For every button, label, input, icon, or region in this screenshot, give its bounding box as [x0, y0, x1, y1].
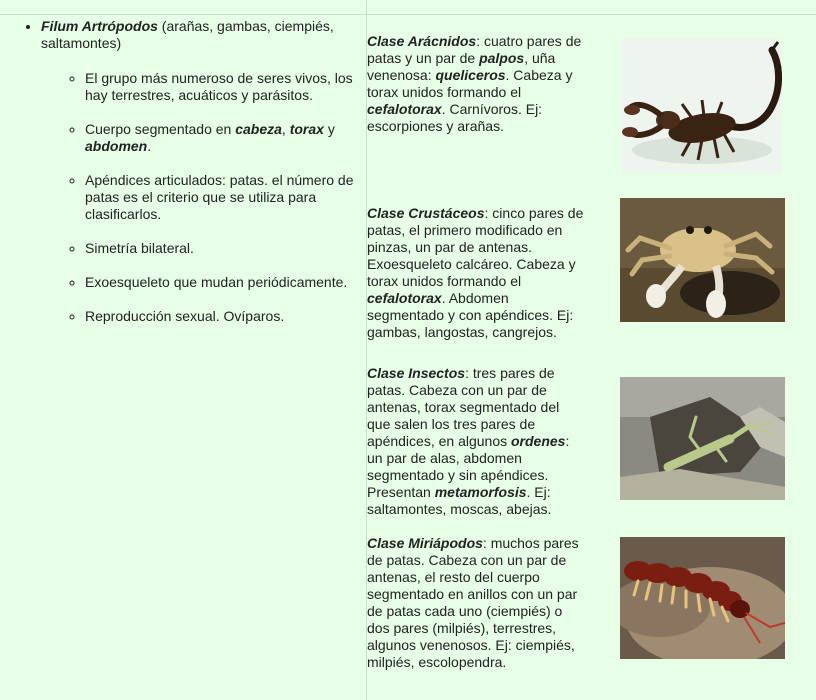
- term-cabeza: cabeza: [235, 121, 282, 137]
- feature-item: [85, 172, 366, 223]
- clase-insectos: [367, 365, 585, 518]
- feature-item: [85, 274, 366, 291]
- term-queliceros: queliceros: [435, 67, 506, 83]
- term-cefalotorax: cefalotorax: [367, 290, 442, 306]
- clase-text: : cinco pares de patas, el primero modificado en pinzas, un par de antenas. Exoesqueleto calcáreo. Cabeza y torax unidos formando el: [367, 205, 584, 289]
- feature-text: y: [323, 121, 335, 137]
- crab-image: [620, 198, 785, 322]
- clase-text: . Cabeza y torax unidos formando el: [367, 67, 573, 100]
- clase-title: Clase Insectos: [367, 365, 466, 381]
- term-cefalotorax: cefalotorax: [367, 101, 442, 117]
- feature-text: Reproducción sexual. Ovíparos.: [85, 308, 285, 324]
- filum-column: [0, 18, 366, 325]
- feature-text: Exoesqueleto que mudan periódicamente.: [85, 274, 348, 290]
- clase-text: : un par de alas, abdomen segmentado y sin apéndices. Presentan: [367, 433, 570, 500]
- filum-name: Filum Artrópodos: [41, 18, 158, 34]
- feature-item: [85, 70, 366, 104]
- feature-text: Apéndices articulados: patas. el número de patas es el criterio que se utiliza para clasificarlos.: [85, 172, 354, 222]
- clase-text: : muchos pares de patas. Cabeza con un par de antenas, el resto del cuerpo segmentado en anillos con un par de patas cada uno (ciempiés) o dos pares (milpiés), terrestres, algunos venenosos. Ej: ciempiés, milpiés, escolopendra.: [367, 535, 579, 670]
- clase-crustaceos: [367, 205, 585, 341]
- term-metamorfosis: metamorfosis: [434, 484, 527, 500]
- term-abdomen: abdomen: [85, 138, 148, 154]
- clase-title: Clase Miriápodos: [367, 535, 483, 551]
- clase-text: , uña venenosa:: [367, 50, 556, 83]
- mantis-image: [620, 377, 785, 500]
- feature-text: Simetría bilateral.: [85, 240, 194, 256]
- centipede-image: [620, 537, 785, 659]
- clase-aracnidos: [367, 33, 585, 135]
- clase-title: Clase Crustáceos: [367, 205, 485, 221]
- clase-text: . Carnívoros. Ej: escorpiones y arañas.: [367, 101, 543, 134]
- filum-item: [41, 18, 366, 325]
- feature-item: [85, 240, 366, 257]
- feature-text: ,: [281, 121, 290, 137]
- clase-text: : cuatro pares de patas y un par de: [367, 33, 582, 66]
- feature-text: .: [147, 138, 152, 154]
- clase-text: . Abdomen segmentado y con apéndices. Ej: gambas, langostas, cangrejos.: [367, 290, 574, 340]
- clase-miriapodos: [367, 535, 585, 671]
- feature-text: El grupo más numeroso de seres vivos, los hay terrestres, acuáticos y parásitos.: [85, 70, 353, 103]
- term-palpos: palpos: [479, 50, 525, 66]
- feature-list: [41, 70, 366, 325]
- feature-item: [85, 121, 366, 155]
- filum-examples: (arañas, gambas, ciempiés, saltamontes): [41, 18, 334, 51]
- top-rule: [0, 14, 816, 15]
- feature-item: [85, 308, 366, 325]
- clase-text: . Ej: saltamontes, moscas, abejas.: [367, 484, 552, 517]
- clase-text: : tres pares de patas. Cabeza con un par de antenas, torax segmentado del que salen los tres pares de apéndices, en algunos: [367, 365, 560, 449]
- term-ordenes: ordenes: [511, 433, 566, 449]
- term-torax: torax: [289, 121, 324, 137]
- feature-text: Cuerpo segmentado en: [85, 121, 236, 137]
- clase-title: Clase Arácnidos: [367, 33, 477, 49]
- scorpion-image: [622, 38, 782, 173]
- filum-list: [0, 18, 366, 325]
